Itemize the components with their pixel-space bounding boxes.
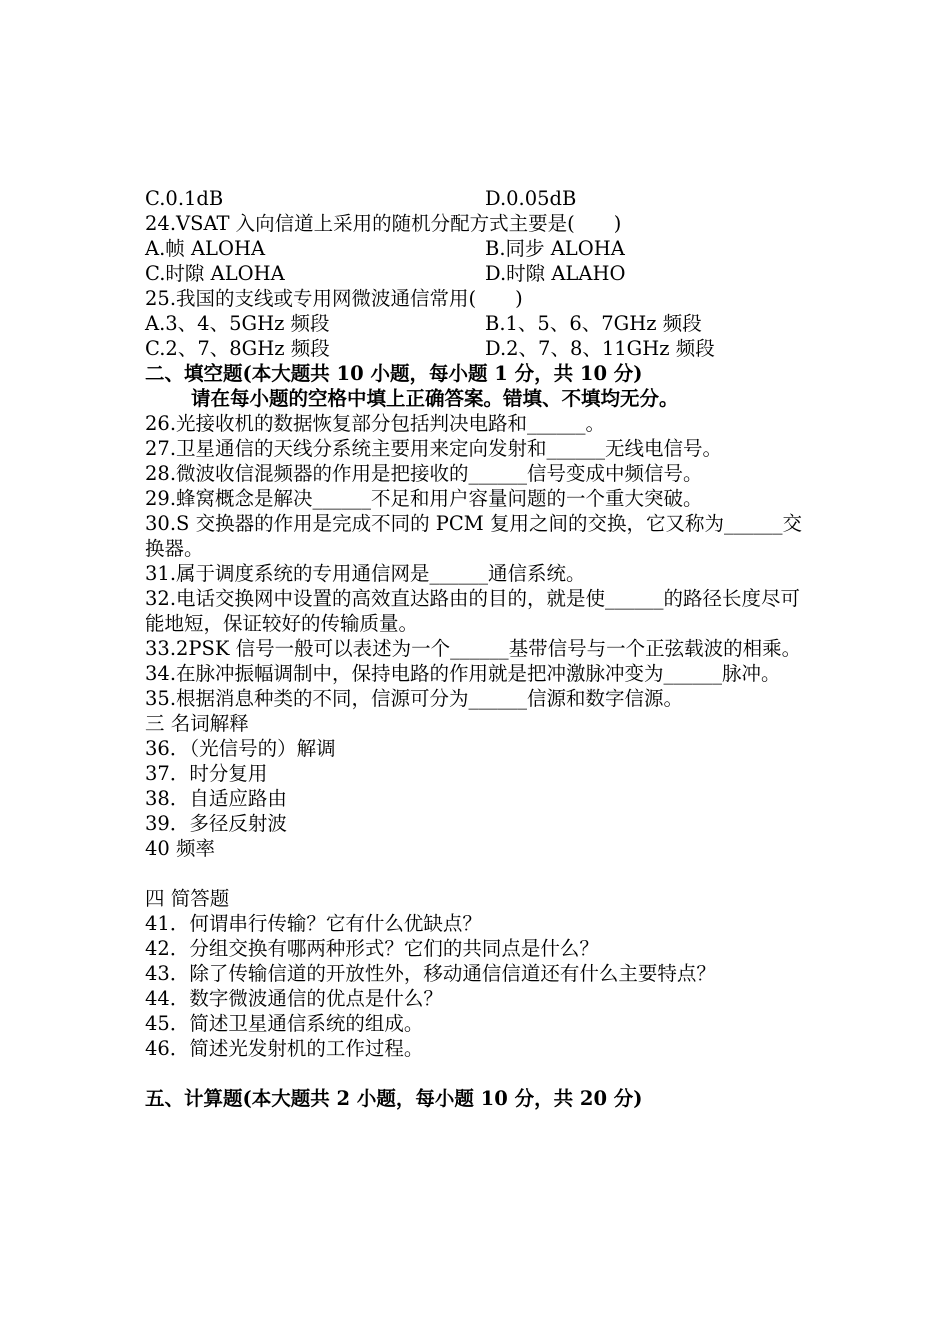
question-41: 41．何谓串行传输？它有什么优缺点？ [145,912,482,935]
q25-options-row-1 [145,311,810,336]
option-a: A.3、4、5GHz 频段 [145,312,330,335]
q24-options-row-2 [145,261,810,286]
option-c: C.0.1dB [145,187,224,210]
option-c: C.时隙 ALOHA [145,262,285,285]
question-40: 40 频率 [145,837,216,860]
question-43: 43．除了传输信道的开放性外，移动通信信道还有什么主要特点？ [145,962,716,985]
question-25: 25.我国的支线或专用网微波通信常用( ) [145,287,523,310]
q25-options-row-2 [145,336,810,361]
question-46: 46．简述光发射机的工作过程。 [145,1037,424,1060]
question-34: 34.在脉冲振幅调制中，保持电路的作用就是把冲激脉冲变为______脉冲。 [145,662,781,685]
option-b: B.1、5、6、7GHz 频段 [485,312,702,335]
spacer [145,1061,810,1086]
section-2-instruction: 请在每小题的空格中填上正确答案。错填、不填均无分。 [191,387,679,410]
question-29: 29.蜂窝概念是解决______不足和用户容量问题的一个重大突破。 [145,487,703,510]
q23-options-row [145,186,810,211]
question-26: 26.光接收机的数据恢复部分包括判决电路和______。 [145,412,606,435]
q24-options-row-1 [145,236,810,261]
question-30: 30.S 交换器的作用是完成不同的 PCM 复用之间的交换，它又称为______交换器。 [145,512,802,560]
option-d: D.时隙 ALAHO [485,262,626,285]
question-28: 28.微波收信混频器的作用是把接收的______信号变成中频信号。 [145,462,703,485]
option-c: C.2、7、8GHz 频段 [145,337,330,360]
question-45: 45．简述卫星通信系统的组成。 [145,1012,424,1035]
spacer [145,861,810,886]
question-44: 44．数字微波通信的优点是什么？ [145,987,443,1010]
question-27: 27.卫星通信的天线分系统主要用来定向发射和______无线电信号。 [145,437,723,460]
question-31: 31.属于调度系统的专用通信网是______通信系统。 [145,562,586,585]
section-3-title: 三 名词解释 [145,712,249,735]
option-d: D.2、7、8、11GHz 频段 [485,337,715,360]
question-42: 42．分组交换有哪两种形式？它们的共同点是什么？ [145,937,599,960]
question-33: 33.2PSK 信号一般可以表述为一个______基带信号与一个正弦载波的相乘。 [145,637,802,660]
option-b: B.同步 ALOHA [485,237,625,260]
section-2-title: 二、填空题(本大题共 10 小题，每小题 1 分，共 10 分) [145,362,643,385]
option-d: D.0.05dB [485,187,577,210]
question-36: 36．（光信号的）解调 [145,737,336,760]
section-5-title: 五、计算题(本大题共 2 小题，每小题 10 分，共 20 分) [145,1087,643,1110]
question-32: 32.电话交换网中设置的高效直达路由的目的，就是使______的路径长度尽可能地短，保证较好的传输质量。 [145,587,801,635]
document-page [145,186,810,1111]
option-a: A.帧 ALOHA [145,237,266,260]
question-24: 24.VSAT 入向信道上采用的随机分配方式主要是( ) [145,212,622,235]
section-4-title: 四 简答题 [145,887,230,910]
question-39: 39．多径反射波 [145,812,287,835]
question-37: 37．时分复用 [145,762,268,785]
question-35: 35.根据消息种类的不同，信源可分为______信源和数字信源。 [145,687,684,710]
question-38: 38．自适应路由 [145,787,287,810]
